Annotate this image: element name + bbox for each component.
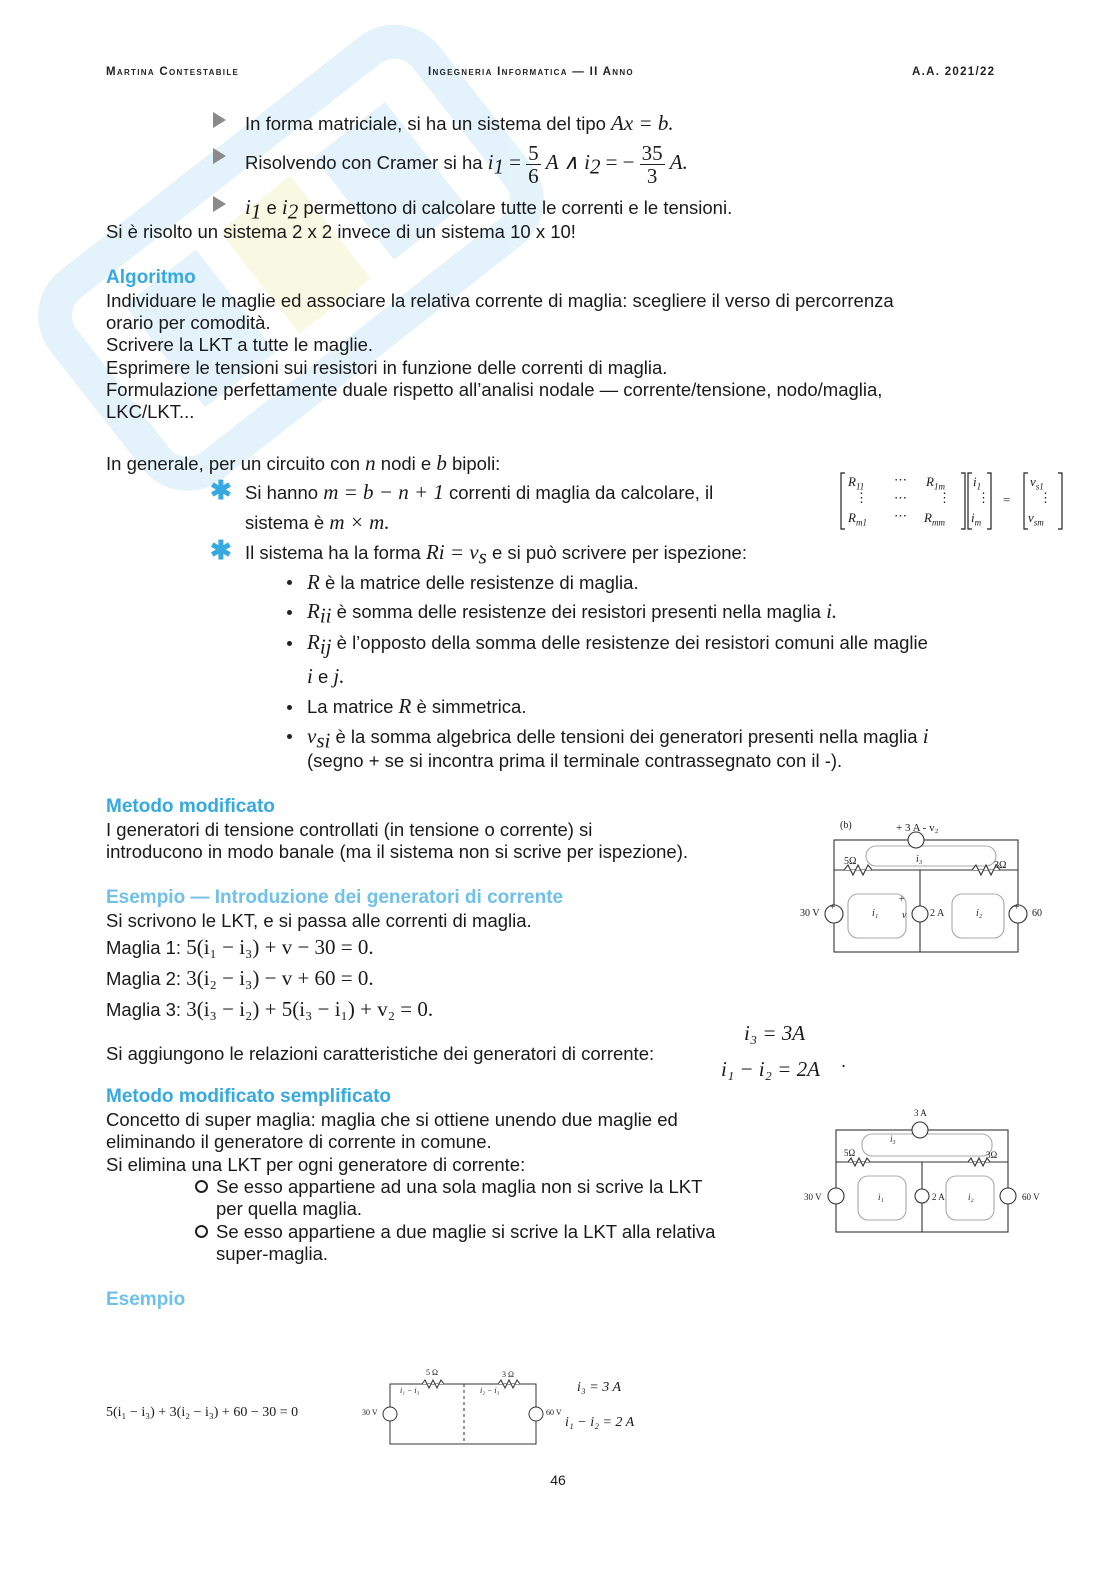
page-number: 46 xyxy=(550,1472,566,1488)
intro-bullet-2: Risolvendo con Cramer si ha $i_1$ = $\frac{5}{6}$ A ∧ $i_2$ = − $\frac{35}{3}$ A. xyxy=(245,140,688,188)
algoritmo-line: LKC/LKT... xyxy=(106,401,195,422)
maglia-1-equation: Maglia 1: 5(i₁ − i₃) + v − 30 = 0. xyxy=(106,935,374,959)
semplificato-option: super-maglia. xyxy=(216,1243,329,1264)
algoritmo-line: Scrivere la LKT a tutte le maglie. xyxy=(106,334,374,355)
asterisk-bullet-icon: ✱ xyxy=(210,535,232,565)
triangle-bullet-icon xyxy=(213,112,226,128)
relazione-eq-1: i₃ = 3A xyxy=(744,1021,806,1045)
triangle-bullet-icon xyxy=(213,196,226,212)
list-dot-icon xyxy=(287,580,292,585)
esempio-equation: 5(i₁ − i₃) + 3(i₂ − i₃) + 60 − 30 = 0 xyxy=(106,1405,299,1420)
section-title-algoritmo: Algoritmo xyxy=(106,267,196,288)
generale-item-1: R è la matrice delle resistenze di maglia. xyxy=(307,570,639,594)
list-dot-icon xyxy=(287,610,292,615)
circle-bullet-icon xyxy=(195,1225,208,1238)
generale-star-1: Si hanno m = b − n + 1 correnti di maglia da calcolare, il xyxy=(245,480,714,504)
section-title-metodo-modificato: Metodo modificato xyxy=(106,796,275,817)
fraction-35-3: $\frac{35}{3}$ xyxy=(641,140,663,188)
circuit-diagram-supermaglia: 3 A i₃ 5Ω 3Ω 30 V i₁ 2 A i₂ 60 V xyxy=(800,1104,1050,1236)
section-title-esempio-generatori: Esempio — Introduzione dei generatori di corrente xyxy=(106,887,564,908)
semplificato-line: eliminando il generatore di corrente in comune. xyxy=(106,1131,492,1152)
header-course: Ingegneria Informatica — II Anno xyxy=(428,66,634,78)
relazione-eq-2: i₁ − i₂ = 2A xyxy=(721,1057,820,1081)
generale-star-2: Il sistema ha la forma $Ri = v_s$ e si può scrivere per ispezione: xyxy=(245,540,747,569)
fraction-5-6: $\frac{5}{6}$ xyxy=(528,140,539,188)
semplificato-line: Si elimina una LKT per ogni generatore di corrente: xyxy=(106,1154,526,1175)
circuit-diagram-esempio: 5 Ω 3 Ω i₁ − i₃ i₂ − i₃ 30 V 60 V xyxy=(360,1366,570,1448)
header-year: A.A. 2021/22 xyxy=(912,66,996,78)
generale-star-1b: sistema è m × m. xyxy=(245,510,390,534)
asterisk-bullet-icon: ✱ xyxy=(210,475,232,505)
circle-bullet-icon xyxy=(195,1180,208,1193)
relazioni-text: Si aggiungono le relazioni caratteristiche dei generatori di corrente: xyxy=(106,1043,655,1064)
algoritmo-line: Individuare le maglie ed associare la relativa corrente di maglia: scegliere il verso di percorrenza xyxy=(106,290,894,311)
algoritmo-line: Esprimere le tensioni sui resistori in funzione delle correnti di maglia. xyxy=(106,357,668,378)
list-dot-icon xyxy=(287,641,292,646)
circuit-esempio-wires xyxy=(360,1366,570,1448)
modificato-line: introducono in modo banale (ma il sistema non si scrive per ispezione). xyxy=(106,841,689,862)
circuit-supermaglia-wires xyxy=(800,1104,1050,1236)
generale-item-5: $v_{si}$ è la somma algebrica delle tensioni dei generatori presenti nella maglia i xyxy=(307,724,929,753)
list-dot-icon xyxy=(287,734,292,739)
maglia-3-equation: Maglia 3: 3(i₃ − i₂) + 5(i₃ − i₁) + v₂ = 0. xyxy=(106,997,434,1021)
triangle-bullet-icon xyxy=(213,148,226,164)
semplificato-option: Se esso appartiene a due maglie si scrive la LKT alla relativa xyxy=(216,1221,716,1242)
generale-item-3: $R_{ij}$ è l’opposto della somma delle resistenze dei resistori comuni alle maglie xyxy=(307,630,928,659)
algoritmo-line: orario per comodità. xyxy=(106,312,271,333)
modificato-line: I generatori di tensione controllati (in tensione o corrente) si xyxy=(106,819,593,840)
esempio-rhs-2: i₁ − i₂ = 2 A xyxy=(565,1415,635,1430)
circuit-diagram-b: (b) + 3 A - v₂ 5Ω 3Ω i₃ 30 V + i₁ + v 2 A i₂ + 60 xyxy=(796,818,1052,958)
semplificato-option: Se esso appartiene ad una sola maglia non si scrive la LKT xyxy=(216,1176,703,1197)
maglia-2-equation: Maglia 2: 3(i₂ − i₃) − v + 60 = 0. xyxy=(106,966,374,990)
semplificato-option: per quella maglia. xyxy=(216,1198,363,1219)
section-title-semplificato: Metodo modificato semplificato xyxy=(106,1086,392,1107)
resistance-matrix-equation: $R_{11}$ ⋯ $R_{1m}$ ⋮ ⋯ ⋮ $R_{m1}$ ⋯ $R_{mm}$ $i_1$ ⋮ $i_m$ = $v_{s1}$ ⋮ $v_{sm}$ xyxy=(840,470,1066,532)
generale-item-2: $R_{ii}$ è somma delle resistenze dei resistori presenti nella maglia i. xyxy=(307,599,838,628)
intro-bullet-1: In forma matriciale, si ha un sistema del tipo Ax = b. xyxy=(245,111,674,135)
header-author: Martina Contestabile xyxy=(106,66,240,78)
list-dot-icon xyxy=(287,705,292,710)
esempio-rhs-1: i₃ = 3 A xyxy=(577,1380,622,1395)
section-title-esempio: Esempio xyxy=(106,1289,186,1310)
intro-bullet-3: $i_1$ e $i_2$ permettono di calcolare tutte le correnti e le tensioni. xyxy=(245,195,733,224)
esempio-line: Si scrivono le LKT, e si passa alle correnti di maglia. xyxy=(106,910,532,931)
generale-item-4: La matrice R è simmetrica. xyxy=(307,694,527,718)
circuit-b-wires xyxy=(796,818,1052,958)
generale-item-5b: (segno + se si incontra prima il terminale contrassegnato con il -). xyxy=(307,750,843,771)
algoritmo-line: Formulazione perfettamente duale rispetto all’analisi nodale — corrente/tensione, nodo/maglia, xyxy=(106,379,883,400)
generale-intro: In generale, per un circuito con n nodi e b bipoli: xyxy=(106,451,501,475)
semplificato-line: Concetto di super maglia: maglia che si ottiene unendo due maglie ed xyxy=(106,1109,678,1130)
intro-conclusion: Si è risolto un sistema 2 x 2 invece di un sistema 10 x 10! xyxy=(106,221,576,242)
generale-item-3b: i e j. xyxy=(307,664,345,688)
relazione-period: . xyxy=(841,1050,847,1071)
